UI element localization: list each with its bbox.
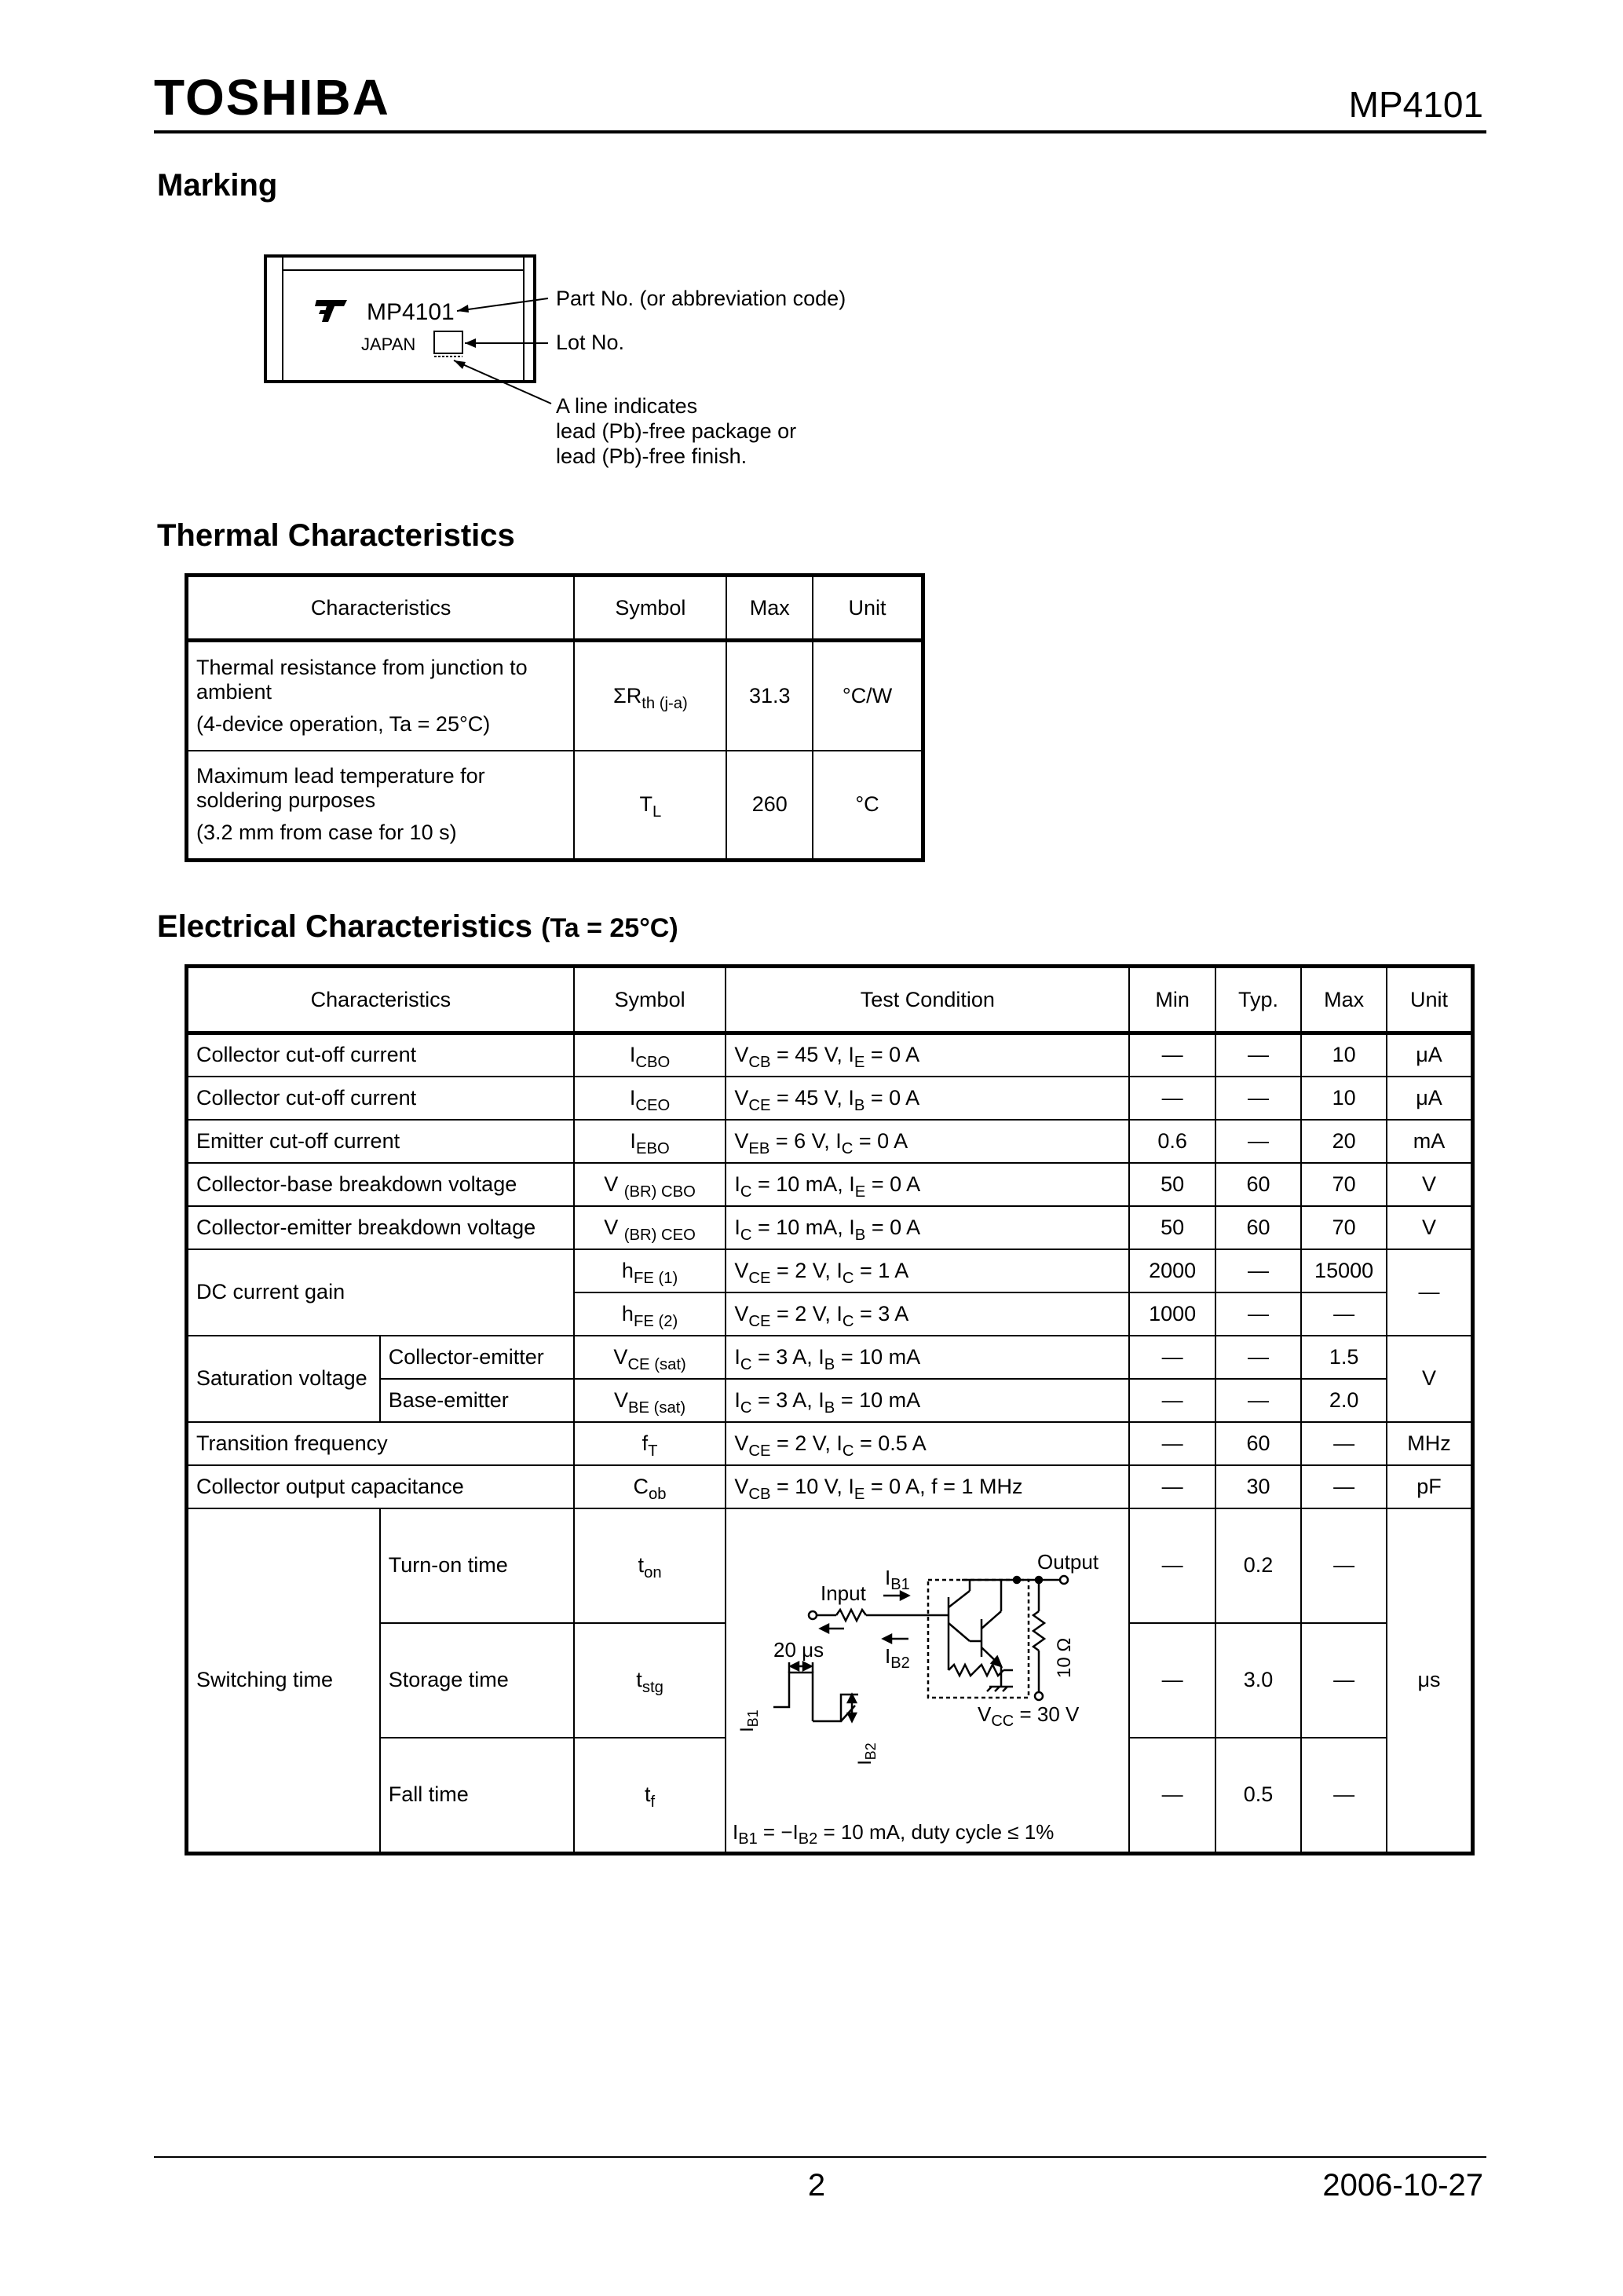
min-cell: — (1129, 1738, 1215, 1853)
typ-cell: — (1215, 1120, 1301, 1163)
table-row (187, 1249, 1473, 1292)
typ-cell: — (1215, 1336, 1301, 1379)
typ-cell: — (1215, 1033, 1301, 1077)
thermal-char-note: (3.2 mm from case for 10 s) (196, 821, 457, 845)
typ-cell: 0.5 (1215, 1738, 1301, 1853)
unit-cell: μA (1387, 1077, 1473, 1120)
table-row (187, 1077, 1473, 1120)
eh-typ: Typ. (1215, 967, 1301, 1033)
unit-cell: MHz (1387, 1422, 1473, 1465)
thermal-char-text: Thermal resistance from junction to ambient (196, 655, 528, 704)
symbol-cell: $t_{stg}$ (574, 1623, 726, 1738)
thermal-table (185, 573, 925, 862)
output-label: Output (1037, 1549, 1099, 1574)
eh-symbol: Symbol (574, 967, 726, 1033)
symbol-cell: $f_T$ (574, 1422, 726, 1465)
typ-cell: 3.0 (1215, 1623, 1301, 1738)
min-cell: — (1129, 1336, 1215, 1379)
char-cell: Emitter cut-off current (187, 1120, 574, 1163)
footer-date: 2006-10-27 (1322, 2168, 1483, 2203)
typ-cell: 60 (1215, 1206, 1301, 1249)
eh-test-condition: Test Condition (726, 967, 1129, 1033)
ib1-label: $I_{B1}$ (885, 1565, 911, 1593)
pulse-width-label: 20 μs (773, 1637, 824, 1662)
sub-char-cell: Collector-emitter (380, 1336, 574, 1379)
marking-title: Marking (157, 168, 278, 203)
char-cell: Collector-emitter breakdown voltage (187, 1206, 574, 1249)
marking-diagram (259, 250, 887, 477)
symbol-cell: $I_{CEO}$ (574, 1077, 726, 1120)
char-cell: Collector output capacitance (187, 1465, 574, 1508)
max-cell: 70 (1301, 1206, 1387, 1249)
min-cell: — (1129, 1422, 1215, 1465)
thermal-unit: °C (813, 751, 923, 861)
thermal-symbol: $\Sigma R_{th (j-a)}$ (574, 641, 726, 751)
table-row (187, 1465, 1473, 1508)
ib1-waveform-label: $I_{B1}$ (737, 1709, 762, 1732)
min-cell: — (1129, 1465, 1215, 1508)
test-condition-cell: $V_{CE} = 2$ V, $I_C = 1$ A (726, 1249, 1129, 1292)
header-rule (154, 130, 1486, 133)
max-cell: 15000 (1301, 1249, 1387, 1292)
max-cell: — (1301, 1292, 1387, 1336)
min-cell: — (1129, 1623, 1215, 1738)
max-cell: 10 (1301, 1033, 1387, 1077)
typ-cell: — (1215, 1077, 1301, 1120)
min-cell: 0.6 (1129, 1120, 1215, 1163)
min-cell: 1000 (1129, 1292, 1215, 1336)
th-characteristics: Characteristics (187, 576, 575, 641)
max-cell: 1.5 (1301, 1336, 1387, 1379)
max-cell: 10 (1301, 1077, 1387, 1120)
test-condition-cell: $I_C = 10$ mA, $I_E = 0$ A (726, 1163, 1129, 1206)
table-row (187, 1033, 1473, 1077)
callout-lot-no: Lot No. (556, 331, 625, 354)
test-condition-cell: $V_{CE} = 2$ V, $I_C = 3$ A (726, 1292, 1129, 1336)
max-cell: — (1301, 1422, 1387, 1465)
toshiba-mark-icon (315, 300, 347, 322)
unit-cell: μs (1387, 1508, 1473, 1854)
eh-characteristics: Characteristics (187, 967, 574, 1033)
thermal-char-cell (187, 751, 575, 861)
max-cell: — (1301, 1508, 1387, 1623)
max-cell: — (1301, 1623, 1387, 1738)
typ-cell: 30 (1215, 1465, 1301, 1508)
sub-char-cell: Turn-on time (380, 1508, 574, 1623)
resistor-label: 10 Ω (1054, 1637, 1076, 1678)
symbol-cell: $t_f$ (574, 1738, 726, 1853)
table-row (187, 1422, 1473, 1465)
test-condition-cell: $V_{CE} = 2$ V, $I_C = 0.5$ A (726, 1422, 1129, 1465)
min-cell: 50 (1129, 1206, 1215, 1249)
thermal-max: 260 (726, 751, 813, 861)
char-cell: Saturation voltage (187, 1336, 380, 1422)
thermal-char-cell (187, 641, 575, 751)
table-row (187, 1508, 1473, 1623)
max-cell: 2.0 (1301, 1379, 1387, 1422)
symbol-cell: $I_{CBO}$ (574, 1033, 726, 1077)
header-part-number: MP4101 (1348, 84, 1483, 125)
page-number: 2 (807, 2168, 826, 2203)
symbol-cell: $V_{BE (sat)}$ (574, 1379, 726, 1422)
brand-logo: TOSHIBA (154, 69, 390, 126)
char-cell: DC current gain (187, 1249, 574, 1336)
unit-cell: mA (1387, 1120, 1473, 1163)
table-row (187, 1379, 1473, 1422)
electrical-header-row (187, 967, 1473, 1033)
symbol-cell: $h_{FE (1)}$ (574, 1249, 726, 1292)
thermal-title: Thermal Characteristics (157, 518, 515, 553)
unit-cell: pF (1387, 1465, 1473, 1508)
max-cell: — (1301, 1465, 1387, 1508)
th-max: Max (726, 576, 813, 641)
th-unit: Unit (813, 576, 923, 641)
footer-rule (154, 2156, 1486, 2158)
min-cell: — (1129, 1077, 1215, 1120)
table-row (187, 1206, 1473, 1249)
typ-cell: 60 (1215, 1163, 1301, 1206)
ib2-waveform-label: $I_{B2}$ (854, 1742, 879, 1765)
unit-cell: V (1387, 1206, 1473, 1249)
eh-min: Min (1129, 967, 1215, 1033)
symbol-cell: $C_{ob}$ (574, 1465, 726, 1508)
callout-part-no: Part No. (or abbreviation code) (556, 287, 846, 310)
ib2-label: $I_{B2}$ (885, 1643, 911, 1672)
test-condition-cell: $V_{CB} = 45$ V, $I_E = 0$ A (726, 1033, 1129, 1077)
symbol-cell: $t_{on}$ (574, 1508, 726, 1623)
sub-char-cell: Storage time (380, 1623, 574, 1738)
thermal-char-text: Maximum lead temperature for soldering purposes (196, 764, 485, 813)
unit-cell: V (1387, 1336, 1473, 1422)
eh-unit: Unit (1387, 967, 1473, 1033)
char-cell: Transition frequency (187, 1422, 574, 1465)
min-cell: — (1129, 1033, 1215, 1077)
test-condition-cell: $V_{EB} = 6$ V, $I_C = 0$ A (726, 1120, 1129, 1163)
sub-char-cell: Base-emitter (380, 1379, 574, 1422)
vcc-label: $V_{CC} = 30$ V (978, 1702, 1080, 1730)
test-condition-cell: $I_C = 3$ A, $I_B = 10$ mA (726, 1336, 1129, 1379)
callout-line-2: lead (Pb)-free package or (556, 419, 797, 443)
switching-circuit-diagram (726, 1509, 1128, 1852)
symbol-cell: $h_{FE (2)}$ (574, 1292, 726, 1336)
symbol-cell: $V_{CE (sat)}$ (574, 1336, 726, 1379)
char-cell: Collector-base breakdown voltage (187, 1163, 574, 1206)
symbol-cell: $I_{EBO}$ (574, 1120, 726, 1163)
min-cell: — (1129, 1379, 1215, 1422)
typ-cell: — (1215, 1379, 1301, 1422)
thermal-char-note: (4-device operation, Ta = 25°C) (196, 711, 491, 736)
table-row (187, 641, 923, 751)
unit-cell: — (1387, 1249, 1473, 1336)
test-condition-cell: $I_C = 10$ mA, $I_B = 0$ A (726, 1206, 1129, 1249)
char-cell: Switching time (187, 1508, 380, 1854)
table-row (187, 1163, 1473, 1206)
electrical-title: Electrical Characteristics (Ta = 25°C) (157, 909, 678, 944)
max-cell: 20 (1301, 1120, 1387, 1163)
input-label: Input (821, 1581, 867, 1605)
typ-cell: 0.2 (1215, 1508, 1301, 1623)
table-row (187, 751, 923, 861)
min-cell: 50 (1129, 1163, 1215, 1206)
thermal-header-row (187, 576, 923, 641)
electrical-table (185, 964, 1475, 1855)
char-cell: Collector cut-off current (187, 1077, 574, 1120)
symbol-cell: V $_{(BR) CEO}$ (574, 1206, 726, 1249)
table-row (187, 1120, 1473, 1163)
electrical-condition: (Ta = 25°C) (541, 913, 678, 943)
unit-cell: V (1387, 1163, 1473, 1206)
table-row (187, 1336, 1473, 1379)
min-cell: — (1129, 1508, 1215, 1623)
max-cell: — (1301, 1738, 1387, 1853)
switching-circuit-cell (726, 1508, 1129, 1854)
char-cell: Collector cut-off current (187, 1033, 574, 1077)
thermal-unit: °C/W (813, 641, 923, 751)
test-condition-cell: $V_{CE} = 45$ V, $I_B = 0$ A (726, 1077, 1129, 1120)
package-part-text: MP4101 (367, 299, 455, 325)
switching-condition-label: $I_{B1} = -I_{B2} = 10$ mA, duty cycle ≤ 1% (733, 1819, 1055, 1848)
callout-line-1: A line indicates (556, 394, 698, 418)
thermal-max: 31.3 (726, 641, 813, 751)
sub-char-cell: Fall time (380, 1738, 574, 1853)
max-cell: 70 (1301, 1163, 1387, 1206)
typ-cell: — (1215, 1292, 1301, 1336)
eh-max: Max (1301, 967, 1387, 1033)
unit-cell: μA (1387, 1033, 1473, 1077)
thermal-symbol: $T_L$ (574, 751, 726, 861)
min-cell: 2000 (1129, 1249, 1215, 1292)
th-symbol: Symbol (574, 576, 726, 641)
typ-cell: 60 (1215, 1422, 1301, 1465)
typ-cell: — (1215, 1249, 1301, 1292)
callout-line-3: lead (Pb)-free finish. (556, 444, 748, 468)
test-condition-cell: $V_{CB} = 10$ V, $I_E = 0$ A, f = 1 MHz (726, 1465, 1129, 1508)
symbol-cell: V $_{(BR) CBO}$ (574, 1163, 726, 1206)
test-condition-cell: $I_C = 3$ A, $I_B = 10$ mA (726, 1379, 1129, 1422)
package-country-text: JAPAN (361, 335, 416, 354)
